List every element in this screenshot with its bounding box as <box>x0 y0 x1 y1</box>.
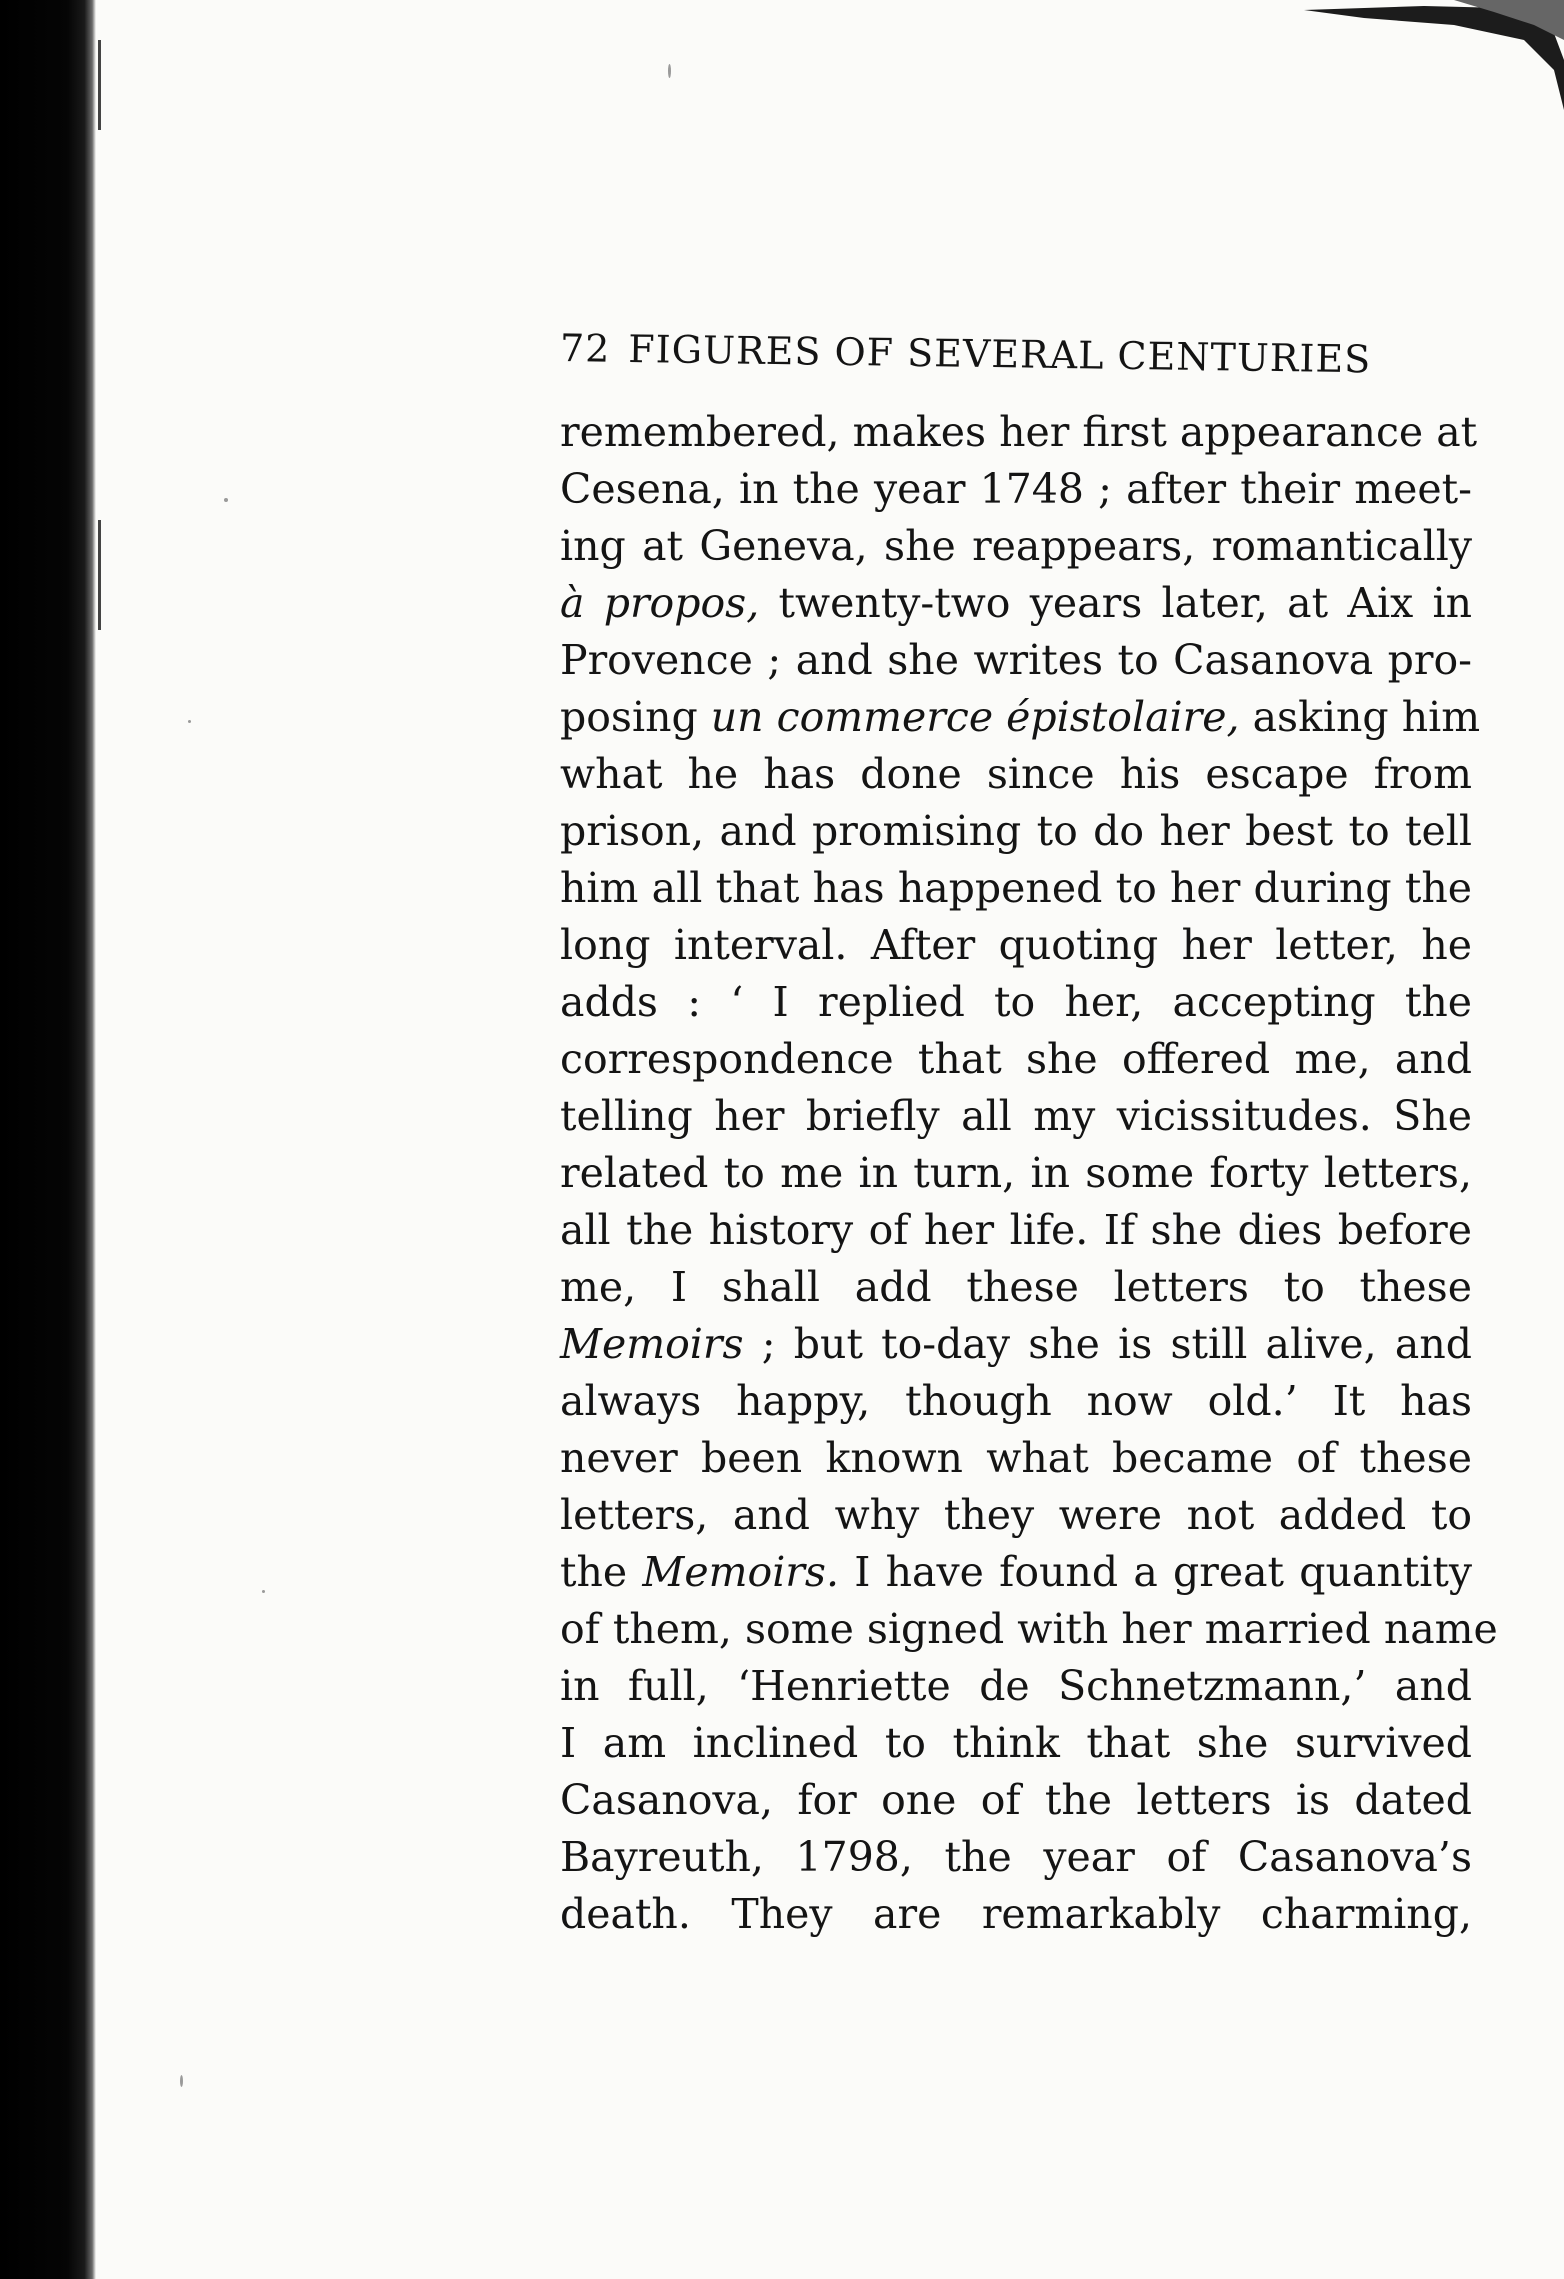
text-line <box>560 1544 1472 1601</box>
text-segment: ; but to-day she is still alive, and <box>743 1320 1472 1368</box>
text-line <box>560 1202 1472 1259</box>
torn-corner <box>1304 0 1564 110</box>
italic-segment: Memoirs. <box>642 1548 839 1596</box>
paper-speck <box>224 498 228 502</box>
text-line <box>560 404 1478 461</box>
text-line <box>560 1715 1472 1772</box>
text-segment: Cesena, in the year 1748 ; after their meet- <box>560 465 1472 513</box>
scan-speck <box>98 40 101 130</box>
text-line <box>560 575 1472 632</box>
text-line <box>560 1487 1472 1544</box>
text-line <box>560 518 1472 575</box>
text-segment: telling her briefly all my vicissitudes. She <box>560 1092 1472 1140</box>
text-segment: I am inclined to think that she survived <box>560 1719 1472 1767</box>
text-line <box>560 803 1472 860</box>
text-line <box>560 1145 1472 1202</box>
text-segment: prison, and promising to do her best to tell <box>560 807 1472 855</box>
text-line <box>560 689 1481 746</box>
text-segment: never been known what became of these <box>560 1434 1472 1482</box>
text-segment: ing at Geneva, she reappears, romantically <box>560 522 1472 570</box>
text-line <box>560 1430 1472 1487</box>
text-line <box>560 461 1472 518</box>
paper-speck <box>180 2075 183 2087</box>
text-line <box>560 1088 1472 1145</box>
italic-segment: Memoirs <box>560 1320 744 1368</box>
text-line <box>560 1601 1498 1658</box>
text-segment: long interval. After quoting her letter, he <box>560 921 1472 969</box>
text-segment: adds : ‘ I replied to her, accepting the <box>560 978 1472 1026</box>
text-segment: Bayreuth, 1798, the year of Casanova’s <box>560 1833 1472 1881</box>
text-line <box>560 1031 1472 1088</box>
text-line <box>560 1772 1472 1829</box>
text-line <box>560 917 1472 974</box>
text-segment: always happy, though now old.’ It has <box>560 1377 1472 1425</box>
text-line <box>560 1259 1472 1316</box>
text-segment: letters, and why they were not added to <box>560 1491 1472 1539</box>
text-line <box>560 1829 1472 1886</box>
text-line <box>560 1316 1472 1373</box>
text-segment: related to me in turn, in some forty letters, <box>560 1149 1472 1197</box>
text-segment: what he has done since his escape from <box>560 750 1472 798</box>
text-block <box>559 320 1498 1943</box>
text-segment: remembered, makes her first appearance at <box>560 408 1478 456</box>
paper-speck <box>668 64 671 78</box>
text-line <box>560 1886 1472 1943</box>
text-segment: in full, ‘Henriette de Schnetzmann,’ and <box>560 1662 1472 1710</box>
text-segment: him all that has happened to her during the <box>560 864 1472 912</box>
text-segment: Provence ; and she writes to Casanova pro- <box>560 636 1472 684</box>
body-text <box>560 404 1498 1943</box>
text-segment: asking him <box>1239 693 1481 741</box>
paper-speck <box>262 1590 265 1593</box>
text-line <box>560 860 1472 917</box>
text-segment: me, I shall add these letters to these <box>560 1263 1472 1311</box>
text-segment: I have found a great quantity <box>838 1548 1472 1596</box>
text-segment: twenty-two years later, at Aix in <box>759 579 1472 627</box>
text-line <box>560 1658 1472 1715</box>
book-binding-edge <box>0 0 96 2279</box>
text-segment: all the history of her life. If she dies before <box>560 1206 1472 1254</box>
text-segment: Casanova, for one of the letters is dated <box>560 1776 1472 1824</box>
scan-speck <box>98 520 101 630</box>
text-segment: posing <box>560 693 711 741</box>
text-line <box>560 746 1472 803</box>
running-head-title: FIGURES OF SEVERAL CENTURIES <box>628 326 1372 382</box>
text-segment: death. They are remarkably charming, <box>560 1890 1472 1938</box>
italic-segment: à propos, <box>560 579 760 627</box>
text-line <box>560 974 1472 1031</box>
text-segment: correspondence that she offered me, and <box>560 1035 1472 1083</box>
running-head <box>560 320 1473 389</box>
text-segment: of them, some signed with her married name <box>560 1605 1498 1653</box>
page-number: 72 <box>559 326 611 371</box>
text-line <box>560 1373 1472 1430</box>
italic-segment: un commerce épistolaire, <box>710 693 1240 741</box>
text-line <box>560 632 1472 689</box>
paper-speck <box>188 720 191 723</box>
text-segment: the <box>560 1548 643 1596</box>
